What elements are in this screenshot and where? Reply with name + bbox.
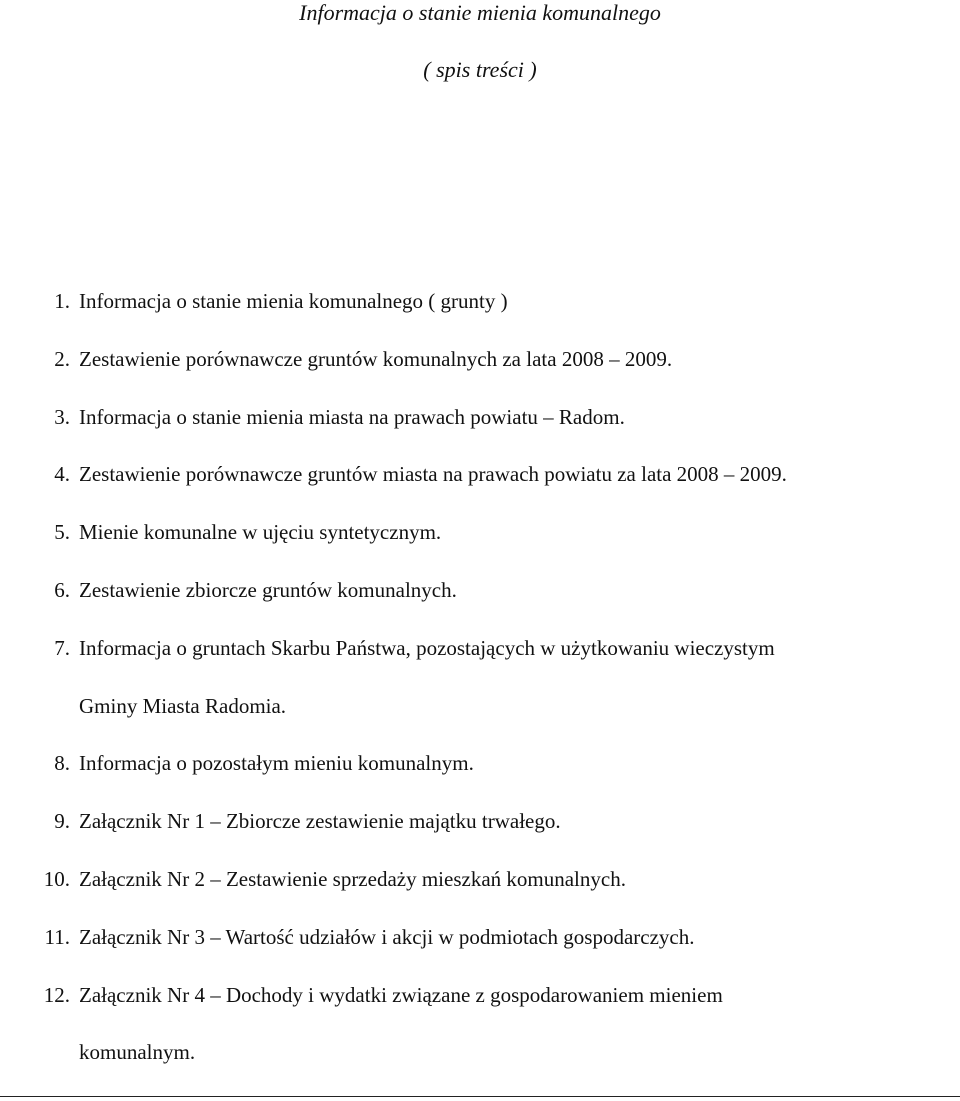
- toc-item-text: Informacja o pozostałym mieniu komunalnym.: [79, 751, 474, 776]
- toc-item-text: Informacja o gruntach Skarbu Państwa, pozostających w użytkowaniu wieczystym: [79, 635, 775, 660]
- toc-item-text: komunalnym.: [79, 1040, 196, 1065]
- toc-item-text: Zestawienie porównawcze gruntów miasta na prawach powiatu za lata 2008 – 2009.: [79, 462, 787, 487]
- toc-item-number: 1.: [54, 289, 70, 313]
- toc-item-number: 2.: [54, 346, 70, 371]
- toc-item-number: 3.: [54, 404, 70, 429]
- toc-item-number: 5.: [54, 520, 70, 545]
- toc-item-number: 11.: [44, 924, 70, 949]
- toc-item-text: Zestawienie porównawcze gruntów komunalnych za lata 2008 – 2009.: [79, 346, 673, 371]
- toc-item-text: Zestawienie zbiorcze gruntów komunalnych.: [79, 578, 457, 602]
- toc-item-text: Załącznik Nr 1 – Zbiorcze zestawienie majątku trwałego.: [79, 809, 561, 834]
- toc-item-number: 7.: [54, 635, 70, 660]
- toc-item-text: Informacja o stanie mienia miasta na prawach powiatu – Radom.: [79, 404, 625, 429]
- toc-item-text: Załącznik Nr 2 – Zestawienie sprzedaży mieszkań komunalnych.: [79, 867, 626, 891]
- toc-item-text: Mienie komunalne w ujęciu syntetycznym.: [79, 520, 442, 545]
- document-title: Informacja o stanie mienia komunalnego: [299, 0, 661, 25]
- toc-item-number: 10.: [43, 867, 70, 891]
- toc-item-number: 4.: [54, 462, 70, 487]
- toc-item-number: 9.: [54, 809, 70, 834]
- toc-item-text: Informacja o stanie mienia komunalnego ( grunty ): [79, 289, 508, 313]
- bottom-divider: [0, 1096, 960, 1097]
- document-subtitle: ( spis treści ): [423, 57, 537, 82]
- toc-item-number: 8.: [54, 751, 70, 776]
- toc-item-text: Załącznik Nr 3 – Wartość udziałów i akcji w podmiotach gospodarczych.: [79, 924, 695, 949]
- toc-item-number: 12.: [43, 982, 70, 1007]
- toc-item-number: 6.: [54, 578, 70, 602]
- toc-item-text: Gminy Miasta Radomia.: [79, 693, 287, 718]
- toc-item-text: Załącznik Nr 4 – Dochody i wydatki związane z gospodarowaniem mieniem: [79, 982, 723, 1007]
